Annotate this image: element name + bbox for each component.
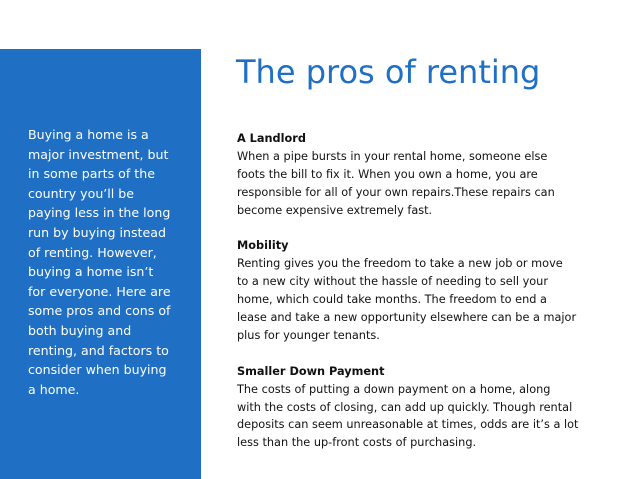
section-body: The costs of putting a down payment on a home, along with the costs of closing, can add up quickly. Though rental deposits can seem unreasonable at times, odds are it’s a lot less than the up-front costs of purchasing. <box>237 382 579 450</box>
slide-title: The pros of renting <box>236 53 541 91</box>
section-down-payment <box>237 363 632 453</box>
section-body: When a pipe bursts in your rental home, someone else foots the bill to fix it. When you own a home, you are responsible for all of your own repairs.These repairs can become expensive extremely fast. <box>237 149 555 217</box>
section-mobility <box>237 237 632 344</box>
section-heading: Mobility <box>237 239 289 253</box>
section-heading: Smaller Down Payment <box>237 364 385 378</box>
section-body: Renting gives you the freedom to take a new job or move to a new city without the hassle of needing to sell your home, which could take months. The freedom to end a lease and take a new opportunity elsewhere can be a major plus for younger tenants. <box>237 257 577 342</box>
content-area <box>237 130 632 470</box>
sidebar-text: Buying a home is a major investment, but in some parts of the country you’ll be paying less in the long run by buying instead of renting. However, buying a home isn’t for everyone. Here are some pros and cons of both buying and renting, and factors to consider when buying a home. <box>28 127 171 397</box>
section-landlord <box>237 130 632 220</box>
section-heading: A Landlord <box>237 132 306 145</box>
